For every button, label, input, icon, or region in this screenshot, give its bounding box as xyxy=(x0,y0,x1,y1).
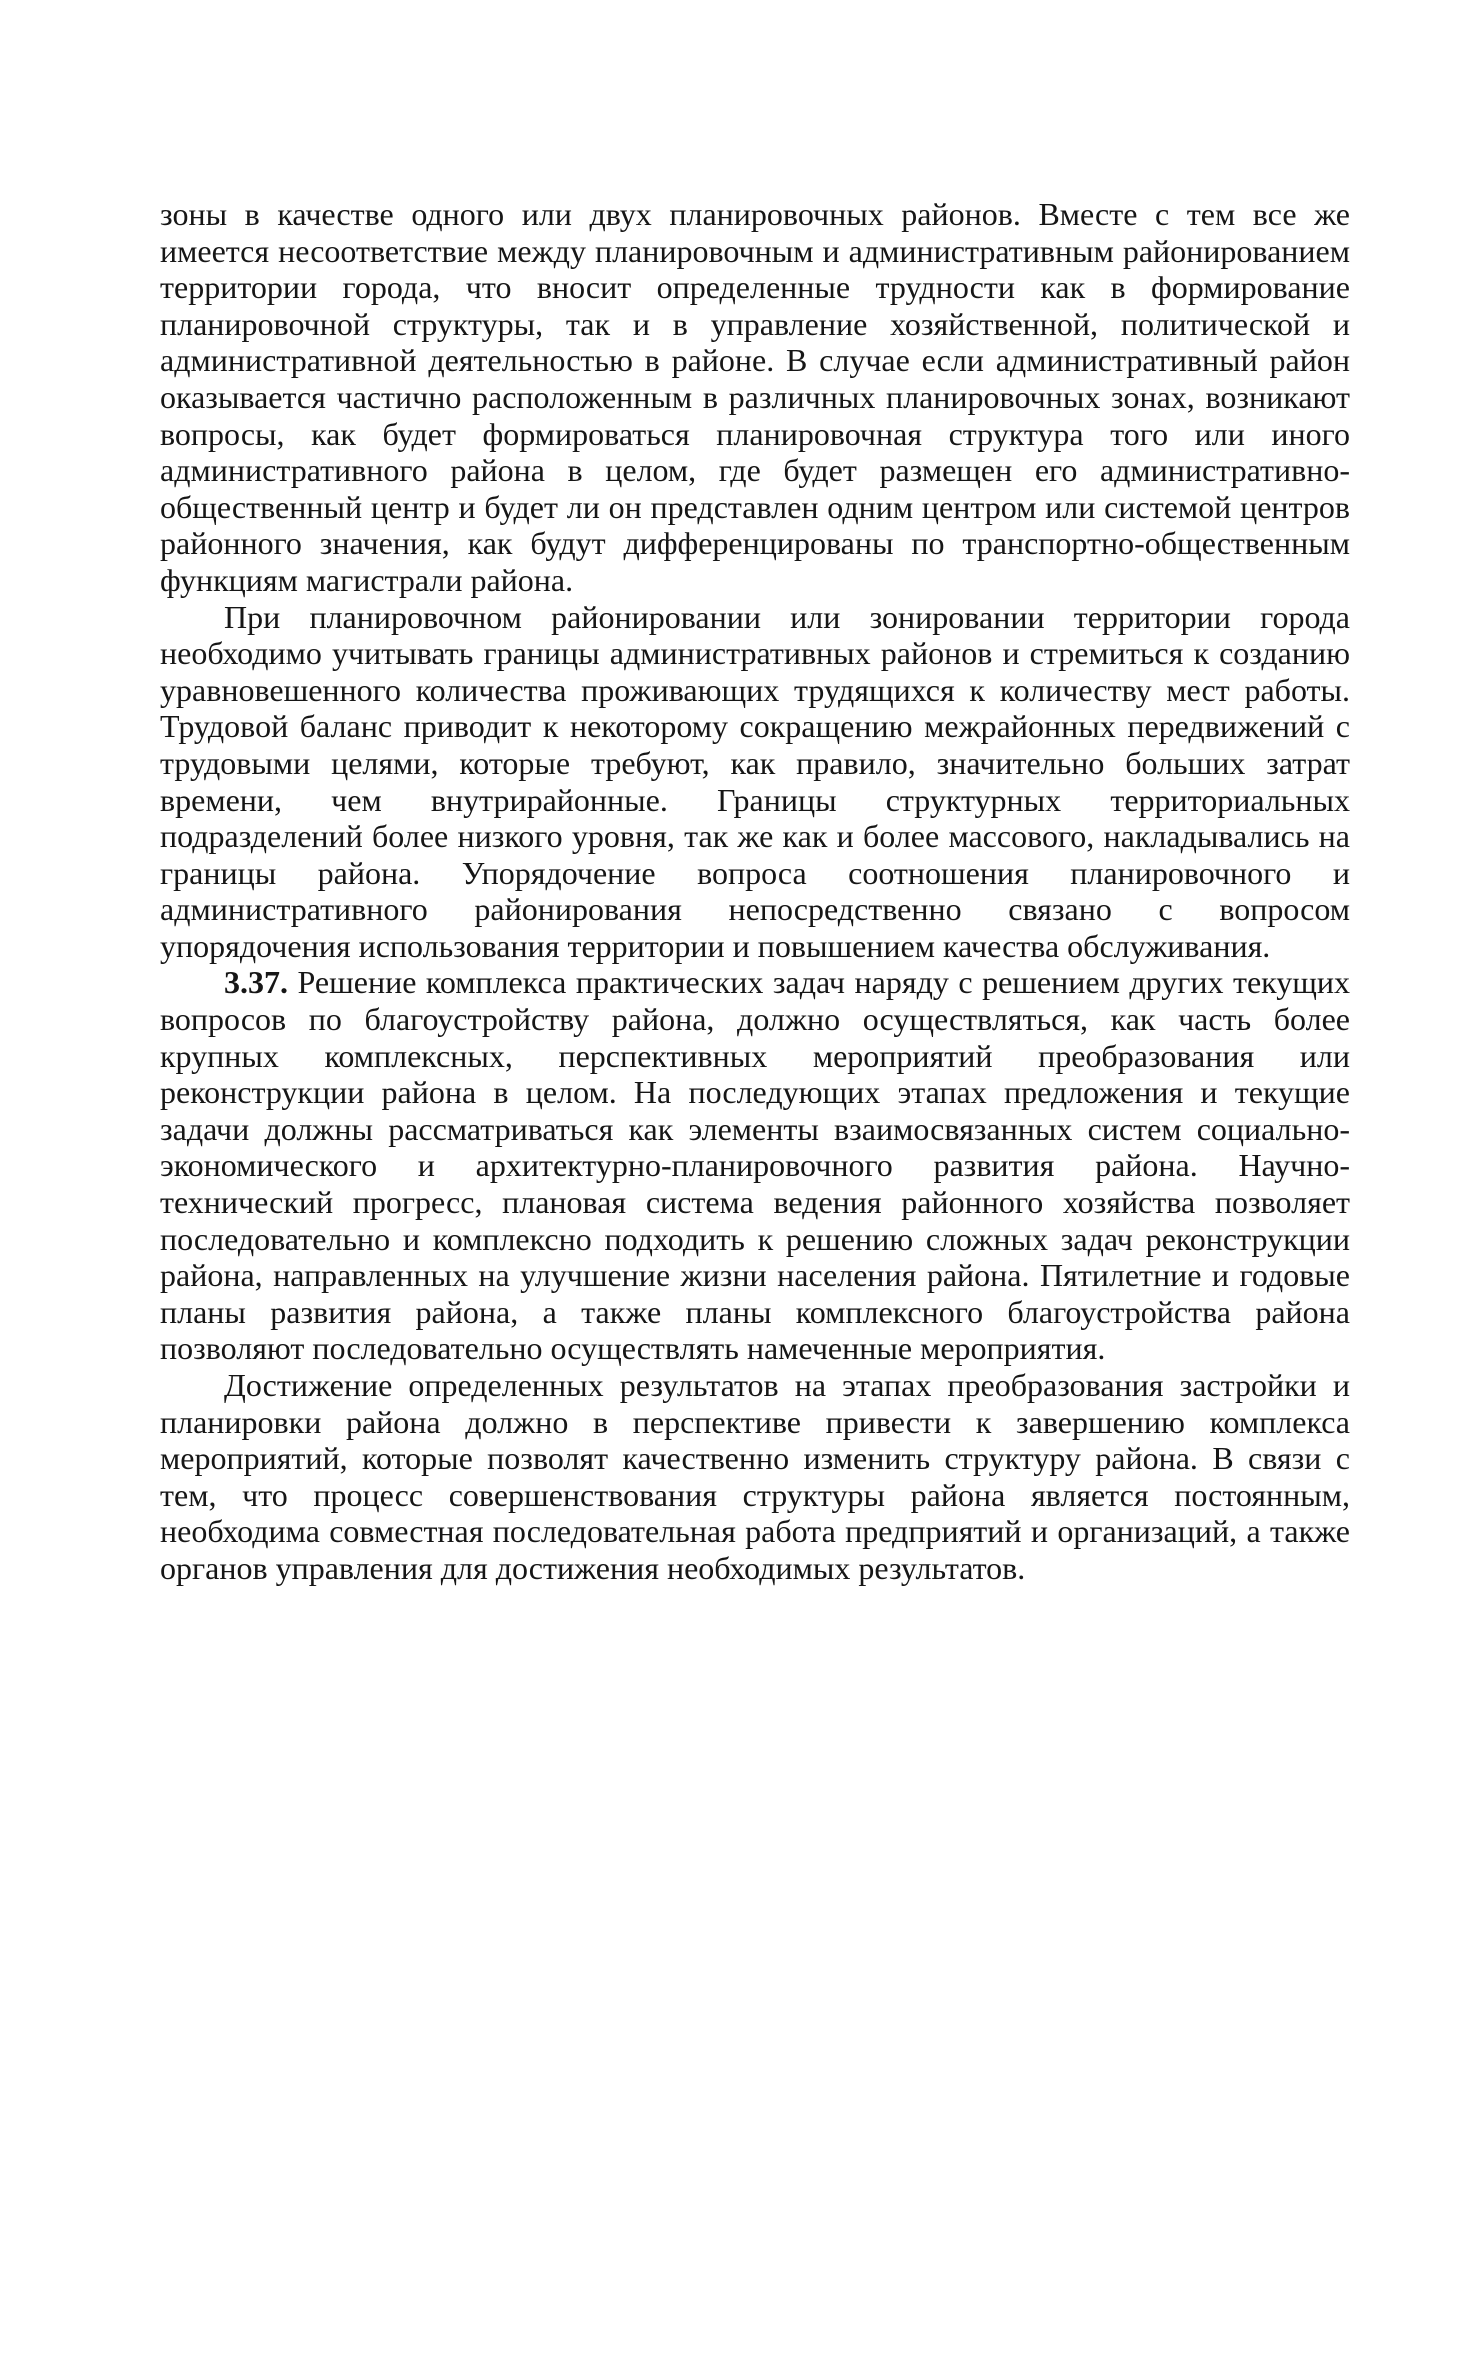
paragraph-4: Достижение определенных результатов на этапах преобразования застройки и планировки района должно в перспективе привести к завершению комплекса мероприятий, которые позволят качественно изменить структуру района. В связи с тем, что процесс совершенствования структуры района является постоянным, необходима совместная последовательная работа предприятий и организаций, а также органов управления для достижения необходимых результатов. xyxy=(160,1367,1350,1586)
paragraph-3-text: Решение комплекса практических задач наряду с решением других текущих вопросов по благоустройству района, должно осуществляться, как часть более крупных комплексных, перспективных мероприятий преобразования или реконструкции района в целом. На последующих этапах предложения и текущие задачи должны рассматриваться как элементы взаимосвязанных систем социально-экономического и архитектурно-планировочного развития района. Научно-технический прогресс, плановая система ведения районного хозяйства позволяет последовательно и комплексно подходить к решению сложных задач реконструкции района, направленных на улучшение жизни населения района. Пятилетние и годовые планы развития района, а также планы комплексного благоустройства района позволяют последовательно осуществлять намеченные мероприятия. xyxy=(160,964,1351,1367)
paragraph-2: При планировочном районировании или зонировании территории города необходимо учитывать границы административных районов и стремиться к созданию уравновешенного количества проживающих трудящихся к количеству мест работы. Трудовой баланс приводит к некоторому сокращению межрайонных передвижений с трудовыми целями, которые требуют, как правило, значительно больших затрат времени, чем внутрирайонные. Границы структурных территориальных подразделений более низкого уровня, так же как и более массового, накладывались на границы района. Упорядочение вопроса соотношения планировочного и административного районирования непосредственно связано с вопросом упорядочения использования территории и повышением качества обслуживания. xyxy=(160,598,1350,964)
paragraph-1: зоны в качестве одного или двух планировочных районов. Вместе с тем все же имеется несоответствие между планировочным и административным районированием территории города, что вносит определенные трудности как в формирование планировочной структуры, так и в управление хозяйственной, политической и административной деятельностью в районе. В случае если административный район оказывается частично расположенным в различных планировочных зонах, возникают вопросы, как будет формироваться планировочная структура того или иного административного района в целом, где будет размещен его административно-общественный центр и будет ли он представлен одним центром или системой центров районного значения, как будут дифференцированы по транспортно-общественным функциям магистрали района. xyxy=(160,196,1350,598)
paragraph-3 xyxy=(160,964,1350,1367)
section-number: 3.37. xyxy=(224,964,288,1001)
document-page xyxy=(160,196,1350,1587)
